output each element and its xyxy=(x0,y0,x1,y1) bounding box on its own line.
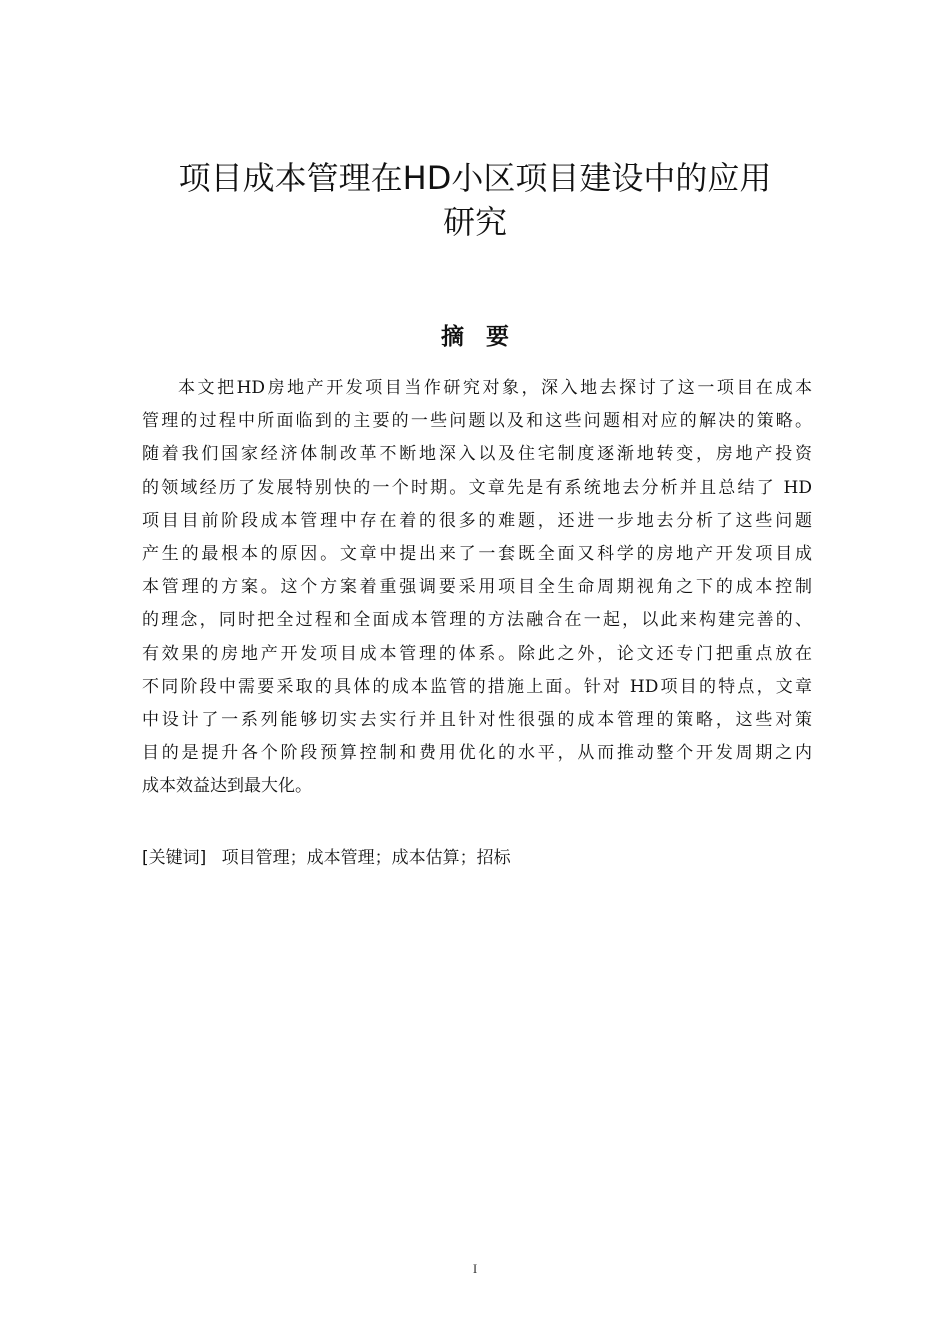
keywords xyxy=(142,843,511,868)
keywords-label: [关键词] xyxy=(142,848,207,868)
paper-title-line-1: 项目成本管理在HD小区项目建设中的应用 xyxy=(178,159,772,197)
abstract-line: 中设计了一系列能够切实去实行并且针对性很强的成本管理的策略，这些对策 xyxy=(142,709,812,730)
abstract-line: 管理的过程中所面临到的主要的一些问题以及和这些问题相对应的解决的策略。 xyxy=(142,411,812,432)
abstract-line: 的理念，同时把全过程和全面成本管理的方法融合在一起，以此来构建完善的、 xyxy=(142,610,812,631)
abstract-line: 成本效益达到最大化。 xyxy=(142,776,312,797)
abstract-body xyxy=(142,372,812,803)
abstract-line: 有效果的房地产开发项目成本管理的体系。除此之外，论文还专门把重点放在 xyxy=(142,643,812,664)
abstract-line: 本管理的方案。这个方案着重强调要采用项目全生命周期视角之下的成本控制 xyxy=(142,577,812,598)
abstract-line: 本文把HD房地产开发项目当作研究对象，深入地去探讨了这一项目在成本 xyxy=(178,378,812,398)
keywords-text: 项目管理；成本管理；成本估算；招标 xyxy=(221,848,511,868)
abstract-line: 的领域经历了发展特别快的一个时期。文章先是有系统地去分析并且总结了 HD xyxy=(142,477,812,498)
abstract-line: 随着我们国家经济体制改革不断地深入以及住宅制度逐渐地转变，房地产投资 xyxy=(142,444,812,465)
paper-title xyxy=(130,156,820,244)
abstract-line: 产生的最根本的原因。文章中提出来了一套既全面又科学的房地产开发项目成 xyxy=(142,543,812,564)
paper-title-line-2: 研究 xyxy=(442,203,507,241)
abstract-line: 项目目前阶段成本管理中存在着的很多的难题，还进一步地去分析了这些问题 xyxy=(142,510,812,531)
abstract-line: 不同阶段中需要采取的具体的成本监管的措施上面。针对 HD项目的特点，文章 xyxy=(142,676,812,697)
abstract-line: 目的是提升各个阶段预算控制和费用优化的水平，从而推动整个开发周期之内 xyxy=(142,743,812,764)
abstract-heading: 摘要 xyxy=(441,324,531,350)
page-number: I xyxy=(472,1261,478,1276)
